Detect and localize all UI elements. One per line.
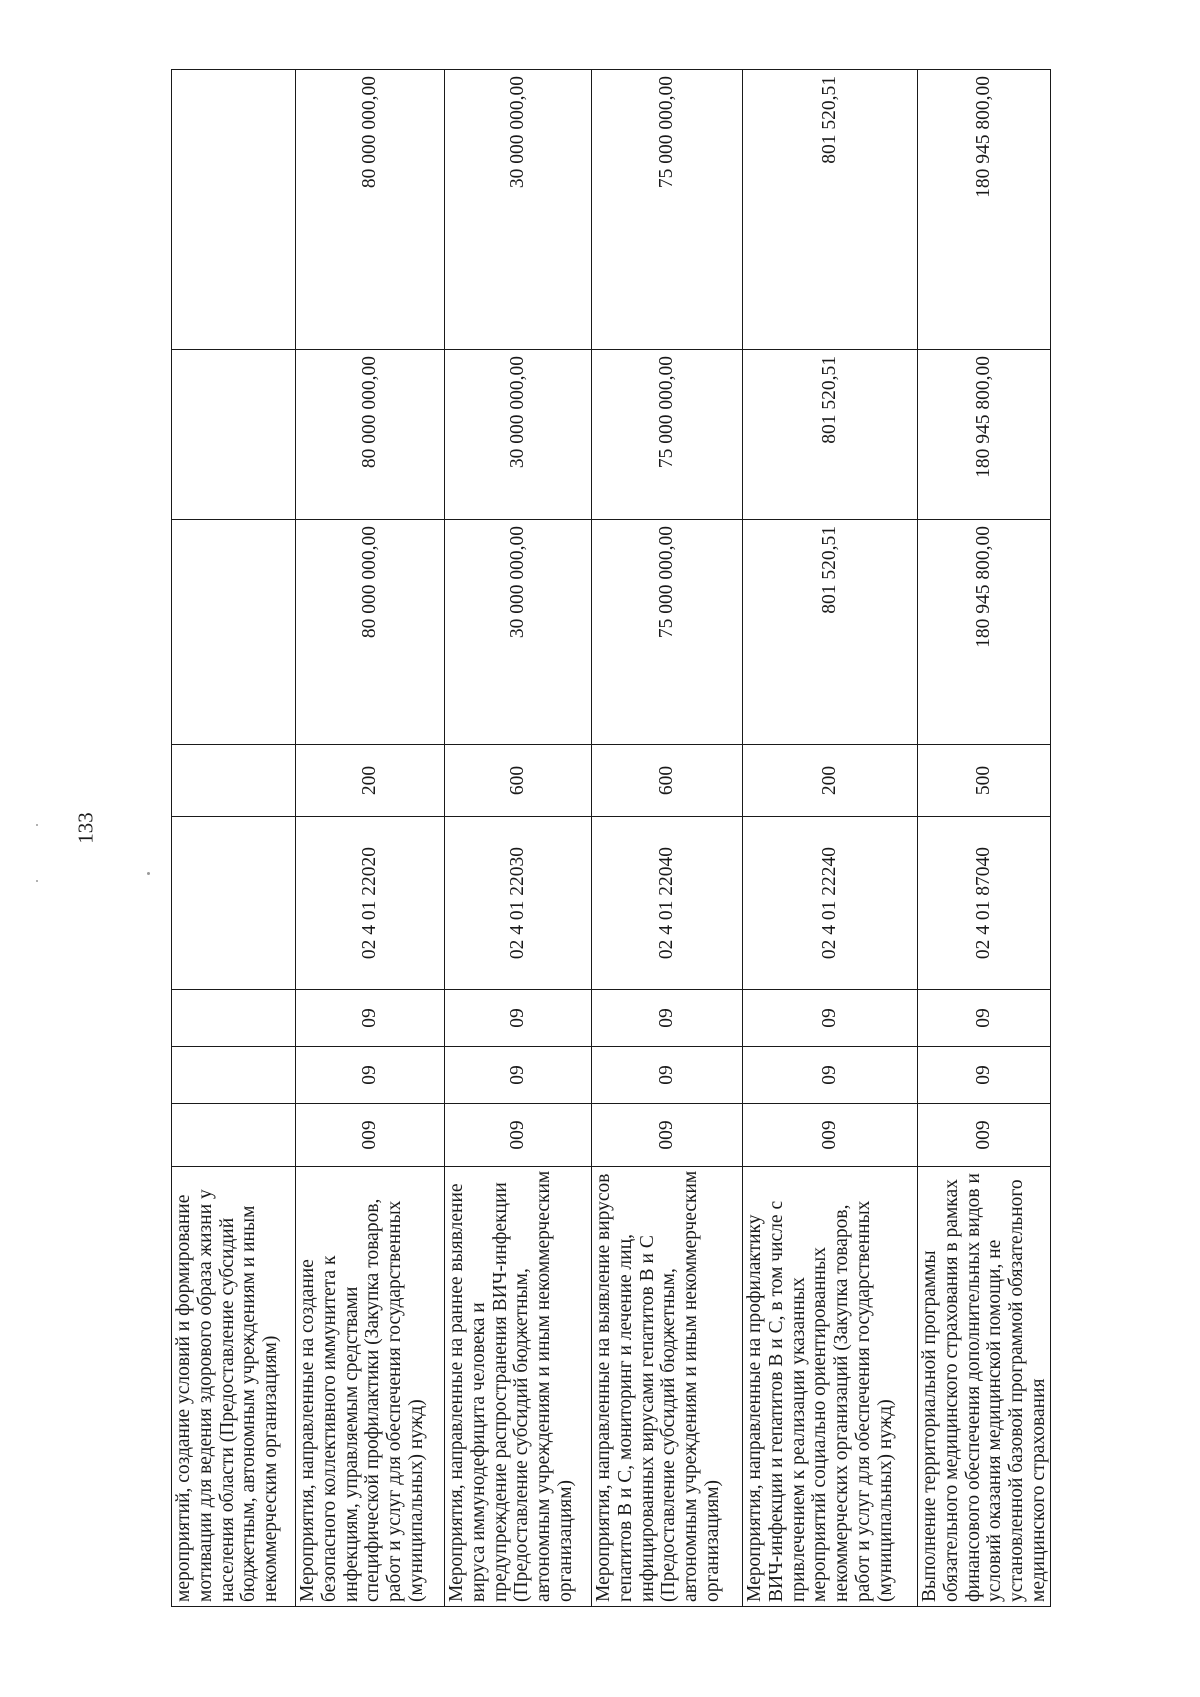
scan-speck bbox=[36, 824, 38, 826]
cell-sum-2: 801 520,51 bbox=[743, 350, 918, 520]
cell-sum-3: 80 000 000,00 bbox=[296, 70, 445, 350]
cell-sum-1: 180 945 800,00 bbox=[918, 520, 1051, 745]
cell-ministry-code: 009 bbox=[296, 1104, 445, 1167]
cell-subsection: 09 bbox=[743, 990, 918, 1047]
budget-allocation-table bbox=[171, 69, 1051, 1607]
cell-sum-1: 80 000 000,00 bbox=[296, 520, 445, 745]
page-number: 133 bbox=[73, 812, 98, 844]
cell-target-article bbox=[172, 817, 296, 990]
cell-sum-3: 801 520,51 bbox=[743, 70, 918, 350]
cell-subsection: 09 bbox=[918, 990, 1051, 1047]
cell-subsection: 09 bbox=[445, 990, 592, 1047]
cell-sum-2: 30 000 000,00 bbox=[445, 350, 592, 520]
cell-ministry-code: 009 bbox=[592, 1104, 743, 1167]
cell-purpose-name: Мероприятия, направленные на профилактику ВИЧ-инфекции и гепатитов В и С, в том числе с привлечением к реализации указанных мероприятий социально ориентированных некоммерческих организаций (Закупка товаров, работ и услуг для обеспечения государственных (муниципальных) нужд) bbox=[743, 1167, 918, 1607]
cell-section: 09 bbox=[296, 1047, 445, 1104]
cell-target-article: 02 4 01 22240 bbox=[743, 817, 918, 990]
cell-purpose-name: Мероприятия, направленные на выявление вирусов гепатитов В и С, мониторинг и лечение лиц, инфицированных вирусами гепатитов В и С (Предоставление субсидий бюджетным, автономным учреждениям и иным некоммерческим организациям) bbox=[592, 1167, 743, 1607]
cell-section: 09 bbox=[445, 1047, 592, 1104]
cell-sum-1: 75 000 000,00 bbox=[592, 520, 743, 745]
cell-ministry-code bbox=[172, 1104, 296, 1167]
cell-sum-3: 75 000 000,00 bbox=[592, 70, 743, 350]
table-row bbox=[296, 70, 445, 1607]
table-row bbox=[172, 70, 296, 1607]
cell-subsection: 09 bbox=[296, 990, 445, 1047]
cell-subsection: 09 bbox=[592, 990, 743, 1047]
cell-sum-3: 180 945 800,00 bbox=[918, 70, 1051, 350]
cell-expense-type: 600 bbox=[445, 745, 592, 817]
cell-sum-2 bbox=[172, 350, 296, 520]
cell-target-article: 02 4 01 87040 bbox=[918, 817, 1051, 990]
cell-purpose-name: мероприятий, создание условий и формирование мотивации для ведения здорового образа жизни у населения области (Предоставление субсидий бюджетным, автономным учреждениям и иным некоммерческим организациям) bbox=[172, 1167, 296, 1607]
cell-section: 09 bbox=[592, 1047, 743, 1104]
cell-subsection bbox=[172, 990, 296, 1047]
cell-sum-3 bbox=[172, 70, 296, 350]
cell-sum-1: 30 000 000,00 bbox=[445, 520, 592, 745]
rotated-table-wrapper bbox=[171, 70, 1050, 1607]
cell-sum-2: 180 945 800,00 bbox=[918, 350, 1051, 520]
scan-speck bbox=[147, 872, 150, 875]
cell-expense-type: 600 bbox=[592, 745, 743, 817]
cell-ministry-code: 009 bbox=[743, 1104, 918, 1167]
cell-purpose-name: Выполнение территориальной программы обязательного медицинского страхования в рамках финансового обеспечения дополнительных видов и условий оказания медицинской помощи, не установленной базовой программой обязательного медицинского страхования bbox=[918, 1167, 1051, 1607]
cell-sum-1: 801 520,51 bbox=[743, 520, 918, 745]
table-row bbox=[918, 70, 1051, 1607]
cell-ministry-code: 009 bbox=[445, 1104, 592, 1167]
cell-expense-type: 500 bbox=[918, 745, 1051, 817]
cell-ministry-code: 009 bbox=[918, 1104, 1051, 1167]
cell-target-article: 02 4 01 22020 bbox=[296, 817, 445, 990]
cell-target-article: 02 4 01 22030 bbox=[445, 817, 592, 990]
cell-sum-2: 75 000 000,00 bbox=[592, 350, 743, 520]
cell-sum-3: 30 000 000,00 bbox=[445, 70, 592, 350]
scan-speck bbox=[36, 880, 38, 882]
cell-target-article: 02 4 01 22040 bbox=[592, 817, 743, 990]
table-row bbox=[743, 70, 918, 1607]
cell-purpose-name: Мероприятия, направленные на раннее выявление вируса иммунодефицита человека и предупреждение распространения ВИЧ-инфекции (Предоставление субсидий бюджетным, автономным учреждениям и иным некоммерческим организациям) bbox=[445, 1167, 592, 1607]
cell-section: 09 bbox=[918, 1047, 1051, 1104]
cell-expense-type: 200 bbox=[743, 745, 918, 817]
cell-expense-type: 200 bbox=[296, 745, 445, 817]
cell-sum-2: 80 000 000,00 bbox=[296, 350, 445, 520]
cell-section: 09 bbox=[743, 1047, 918, 1104]
cell-section bbox=[172, 1047, 296, 1104]
table-row bbox=[592, 70, 743, 1607]
cell-sum-1 bbox=[172, 520, 296, 745]
table-row bbox=[445, 70, 592, 1607]
cell-expense-type bbox=[172, 745, 296, 817]
cell-purpose-name: Мероприятия, направленные на создание безопасного коллективного иммунитета к инфекциям, управляемым средствами специфической профилактики (Закупка товаров, работ и услуг для обеспечения государственных (муниципальных) нужд) bbox=[296, 1167, 445, 1607]
